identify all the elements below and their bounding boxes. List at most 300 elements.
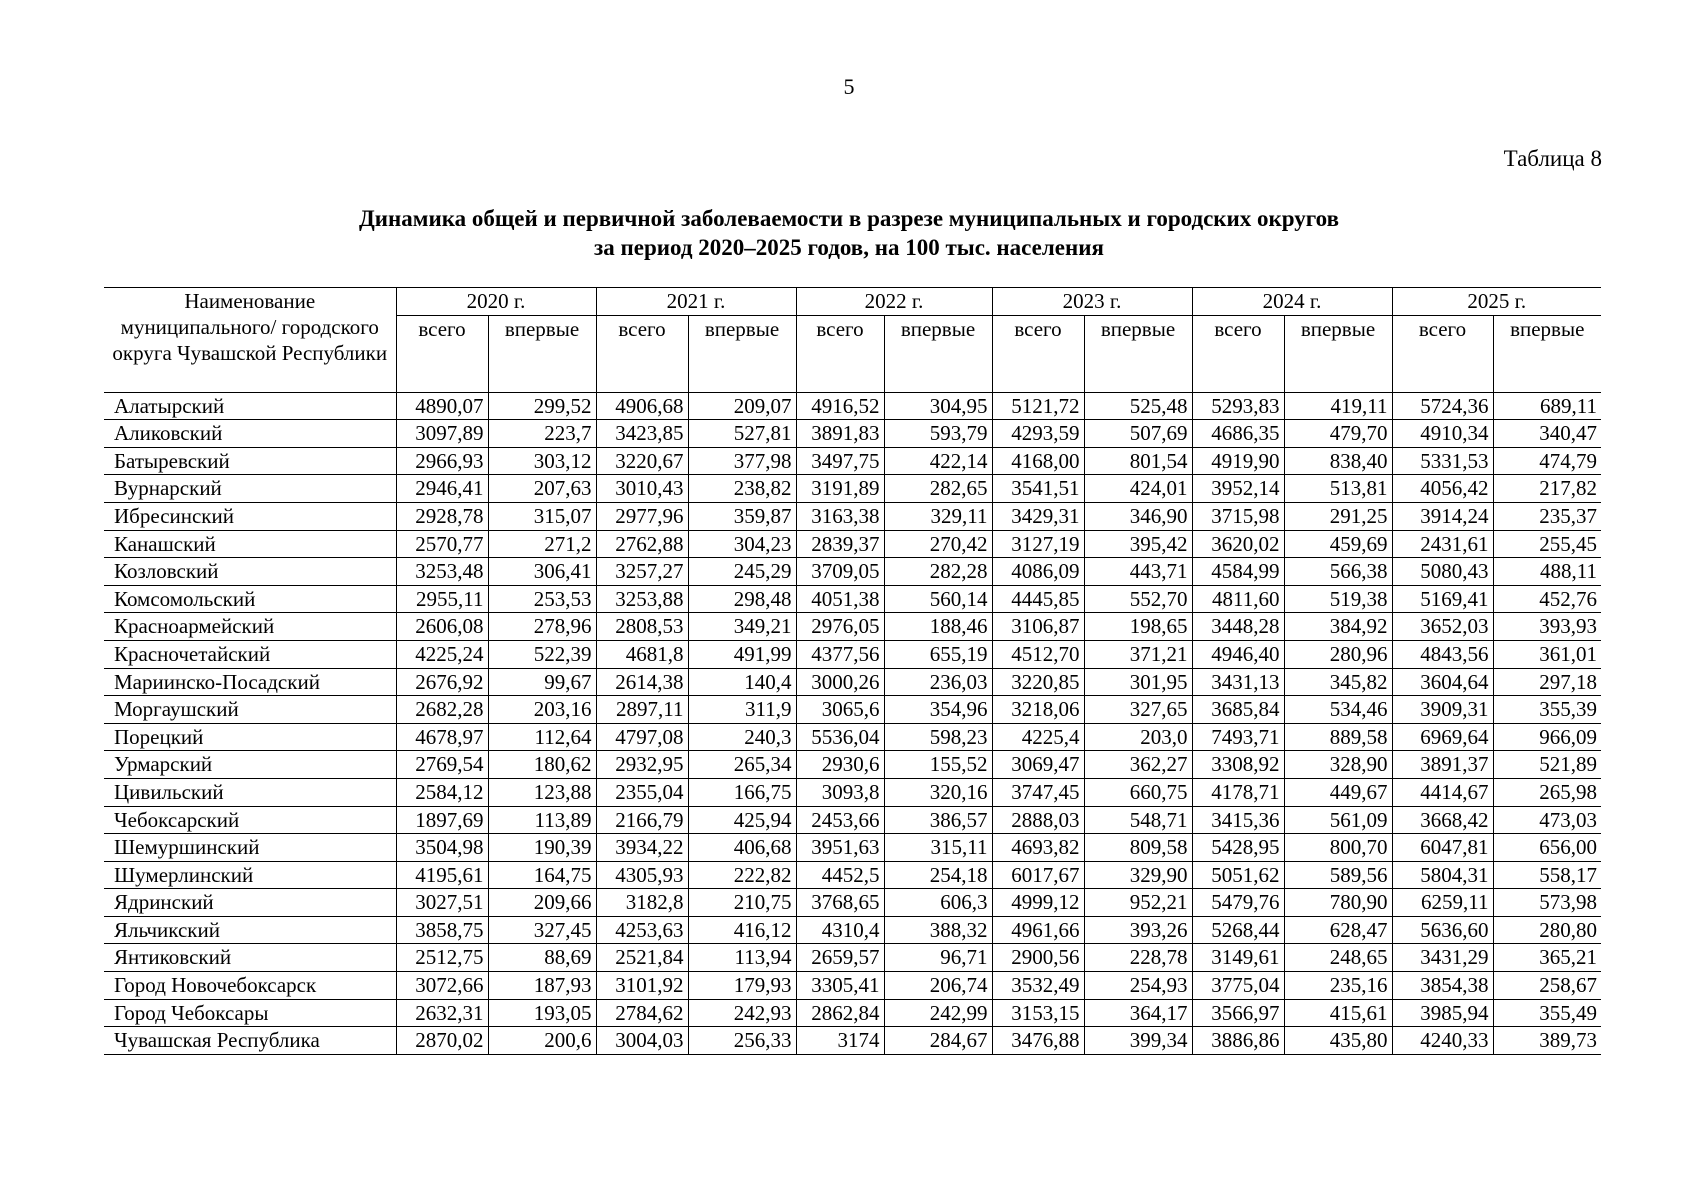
first-time-value-cell: 304,23 [688,530,796,558]
total-value-cell: 4681,8 [596,640,688,668]
first-time-value-cell: 389,73 [1493,1027,1601,1055]
total-value-cell: 3541,51 [992,475,1084,503]
total-value-cell: 2808,53 [596,613,688,641]
region-name-cell: Мариинско-Посадский [104,668,396,696]
total-value-cell: 2632,31 [396,999,488,1027]
region-name-cell: Город Новочебоксарск [104,972,396,1000]
first-time-value-cell: 349,21 [688,613,796,641]
first-time-value-cell: 491,99 [688,640,796,668]
total-value-cell: 3127,19 [992,530,1084,558]
total-value-cell: 2946,41 [396,475,488,503]
total-value-cell: 3909,31 [1392,696,1493,724]
first-time-value-cell: 315,11 [884,834,992,862]
first-time-value-cell: 473,03 [1493,806,1601,834]
first-time-value-cell: 513,81 [1284,475,1392,503]
first-time-value-cell: 265,98 [1493,778,1601,806]
first-time-value-cell: 254,93 [1084,972,1192,1000]
first-time-value-cell: 301,95 [1084,668,1192,696]
subheader-first: впервые [488,315,596,392]
total-value-cell: 4919,90 [1192,447,1284,475]
total-value-cell: 3476,88 [992,1027,1084,1055]
region-name-cell: Яльчикский [104,916,396,944]
table-label: Таблица 8 [1503,146,1602,171]
total-value-cell: 3253,48 [396,558,488,586]
first-time-value-cell: 364,17 [1084,999,1192,1027]
first-time-value-cell: 386,57 [884,806,992,834]
total-value-cell: 3620,02 [1192,530,1284,558]
total-value-cell: 2166,79 [596,806,688,834]
total-value-cell: 3106,87 [992,613,1084,641]
first-time-value-cell: 271,2 [488,530,596,558]
region-name-cell: Шемуршинский [104,834,396,862]
table-row [104,502,1601,530]
total-value-cell: 3566,97 [1192,999,1284,1027]
total-value-cell: 3305,41 [796,972,884,1000]
first-time-value-cell: 566,38 [1284,558,1392,586]
table-row [104,861,1601,889]
first-time-value-cell: 258,67 [1493,972,1601,1000]
table-row [104,392,1601,420]
subheader-total: всего [796,315,884,392]
table-row [104,916,1601,944]
total-value-cell: 3423,85 [596,420,688,448]
region-name-cell: Порецкий [104,723,396,751]
total-value-cell: 3891,83 [796,420,884,448]
total-value-cell: 4293,59 [992,420,1084,448]
total-value-cell: 4051,38 [796,585,884,613]
total-value-cell: 4414,67 [1392,778,1493,806]
region-name-cell: Шумерлинский [104,861,396,889]
first-time-value-cell: 507,69 [1084,420,1192,448]
total-value-cell: 4961,66 [992,916,1084,944]
subheader-total: всего [1392,315,1493,392]
first-time-value-cell: 399,34 [1084,1027,1192,1055]
first-time-value-cell: 179,93 [688,972,796,1000]
total-value-cell: 5293,83 [1192,392,1284,420]
first-time-value-cell: 284,67 [884,1027,992,1055]
title-line-2: за период 2020–2025 годов, на 100 тыс. населения [594,235,1104,260]
total-value-cell: 3069,47 [992,751,1084,779]
region-name-cell: Чувашская Республика [104,1027,396,1055]
first-time-value-cell: 365,21 [1493,944,1601,972]
region-name-cell: Ядринский [104,889,396,917]
table-row [104,1027,1601,1055]
first-time-value-cell: 235,16 [1284,972,1392,1000]
first-time-value-cell: 210,75 [688,889,796,917]
first-time-value-cell: 395,42 [1084,530,1192,558]
first-time-value-cell: 655,19 [884,640,992,668]
first-time-value-cell: 340,47 [1493,420,1601,448]
first-time-value-cell: 354,96 [884,696,992,724]
total-value-cell: 3709,05 [796,558,884,586]
first-time-value-cell: 388,32 [884,916,992,944]
first-time-value-cell: 254,18 [884,861,992,889]
region-name-cell: Канашский [104,530,396,558]
first-time-value-cell: 280,80 [1493,916,1601,944]
total-value-cell: 2888,03 [992,806,1084,834]
total-value-cell: 5331,53 [1392,447,1493,475]
first-time-value-cell: 203,16 [488,696,596,724]
table-row [104,475,1601,503]
total-value-cell: 3747,45 [992,778,1084,806]
first-time-value-cell: 415,61 [1284,999,1392,1027]
first-time-value-cell: 188,46 [884,613,992,641]
first-time-value-cell: 800,70 [1284,834,1392,862]
first-time-value-cell: 240,3 [688,723,796,751]
first-time-value-cell: 552,70 [1084,585,1192,613]
first-time-value-cell: 96,71 [884,944,992,972]
first-time-value-cell: 425,94 [688,806,796,834]
total-value-cell: 4512,70 [992,640,1084,668]
table-row [104,640,1601,668]
total-value-cell: 3985,94 [1392,999,1493,1027]
first-time-value-cell: 278,96 [488,613,596,641]
first-time-value-cell: 245,29 [688,558,796,586]
total-value-cell: 2512,75 [396,944,488,972]
region-name-cell: Цивильский [104,778,396,806]
first-time-value-cell: 256,33 [688,1027,796,1055]
total-value-cell: 2676,92 [396,668,488,696]
region-name-cell: Красночетайский [104,640,396,668]
first-time-value-cell: 522,39 [488,640,596,668]
total-value-cell: 3668,42 [1392,806,1493,834]
region-name-cell: Моргаушский [104,696,396,724]
total-value-cell: 6259,11 [1392,889,1493,917]
total-value-cell: 4890,07 [396,392,488,420]
first-time-value-cell: 809,58 [1084,834,1192,862]
total-value-cell: 2584,12 [396,778,488,806]
total-value-cell: 6969,64 [1392,723,1493,751]
year-header: 2020 г. [396,288,596,316]
first-time-value-cell: 525,48 [1084,392,1192,420]
total-value-cell: 5636,60 [1392,916,1493,944]
year-header: 2023 г. [992,288,1192,316]
first-time-value-cell: 298,48 [688,585,796,613]
first-time-value-cell: 223,7 [488,420,596,448]
table-row [104,751,1601,779]
region-name-cell: Ибресинский [104,502,396,530]
table-row [104,447,1601,475]
first-time-value-cell: 270,42 [884,530,992,558]
total-value-cell: 2570,77 [396,530,488,558]
year-header: 2024 г. [1192,288,1392,316]
first-time-value-cell: 393,26 [1084,916,1192,944]
total-value-cell: 1897,69 [396,806,488,834]
table-row [104,613,1601,641]
first-time-value-cell: 452,76 [1493,585,1601,613]
total-value-cell: 3308,92 [1192,751,1284,779]
first-time-value-cell: 371,21 [1084,640,1192,668]
table-row [104,696,1601,724]
total-value-cell: 3191,89 [796,475,884,503]
first-time-value-cell: 628,47 [1284,916,1392,944]
first-time-value-cell: 88,69 [488,944,596,972]
total-value-cell: 4452,5 [796,861,884,889]
table-row [104,420,1601,448]
table-row [104,585,1601,613]
total-value-cell: 4910,34 [1392,420,1493,448]
subheader-first: впервые [1284,315,1392,392]
first-time-value-cell: 589,56 [1284,861,1392,889]
total-value-cell: 2870,02 [396,1027,488,1055]
title-line-1: Динамика общей и первичной заболеваемости в разрезе муниципальных и городских округов [358,206,1340,231]
first-time-value-cell: 238,82 [688,475,796,503]
total-value-cell: 3685,84 [1192,696,1284,724]
total-value-cell: 3951,63 [796,834,884,862]
total-value-cell: 3775,04 [1192,972,1284,1000]
first-time-value-cell: 203,0 [1084,723,1192,751]
first-time-value-cell: 606,3 [884,889,992,917]
total-value-cell: 2900,56 [992,944,1084,972]
first-time-value-cell: 345,82 [1284,668,1392,696]
first-time-value-cell: 236,03 [884,668,992,696]
total-value-cell: 6017,67 [992,861,1084,889]
total-value-cell: 2932,95 [596,751,688,779]
table-row [104,889,1601,917]
first-time-value-cell: 443,71 [1084,558,1192,586]
first-time-value-cell: 488,11 [1493,558,1601,586]
total-value-cell: 4797,08 [596,723,688,751]
first-time-value-cell: 521,89 [1493,751,1601,779]
first-time-value-cell: 329,90 [1084,861,1192,889]
total-value-cell: 3174 [796,1027,884,1055]
region-name-cell: Вурнарский [104,475,396,503]
total-value-cell: 3257,27 [596,558,688,586]
first-time-value-cell: 140,4 [688,668,796,696]
total-value-cell: 4168,00 [992,447,1084,475]
first-time-value-cell: 435,80 [1284,1027,1392,1055]
table-row [104,558,1601,586]
total-value-cell: 3532,49 [992,972,1084,1000]
first-time-value-cell: 393,93 [1493,613,1601,641]
total-value-cell: 3504,98 [396,834,488,862]
total-value-cell: 5121,72 [992,392,1084,420]
first-time-value-cell: 228,78 [1084,944,1192,972]
first-time-value-cell: 362,27 [1084,751,1192,779]
total-value-cell: 4086,09 [992,558,1084,586]
first-time-value-cell: 166,75 [688,778,796,806]
first-time-value-cell: 190,39 [488,834,596,862]
total-value-cell: 4310,4 [796,916,884,944]
total-value-cell: 3891,37 [1392,751,1493,779]
total-value-cell: 4178,71 [1192,778,1284,806]
first-time-value-cell: 377,98 [688,447,796,475]
total-value-cell: 2769,54 [396,751,488,779]
total-value-cell: 3027,51 [396,889,488,917]
first-time-value-cell: 193,05 [488,999,596,1027]
first-time-value-cell: 242,99 [884,999,992,1027]
total-value-cell: 3097,89 [396,420,488,448]
total-value-cell: 5169,41 [1392,585,1493,613]
total-value-cell: 3149,61 [1192,944,1284,972]
first-time-value-cell: 474,79 [1493,447,1601,475]
first-time-value-cell: 449,67 [1284,778,1392,806]
year-header: 2022 г. [796,288,992,316]
first-time-value-cell: 689,11 [1493,392,1601,420]
first-time-value-cell: 253,53 [488,585,596,613]
total-value-cell: 2355,04 [596,778,688,806]
total-value-cell: 3065,6 [796,696,884,724]
table-row [104,944,1601,972]
first-time-value-cell: 304,95 [884,392,992,420]
first-time-value-cell: 113,89 [488,806,596,834]
table-body [104,392,1601,1054]
first-time-value-cell: 209,66 [488,889,596,917]
total-value-cell: 3101,92 [596,972,688,1000]
total-value-cell: 3163,38 [796,502,884,530]
first-time-value-cell: 328,90 [1284,751,1392,779]
total-value-cell: 4686,35 [1192,420,1284,448]
total-value-cell: 3004,03 [596,1027,688,1055]
page-number: 5 [843,74,855,99]
first-time-value-cell: 573,98 [1493,889,1601,917]
total-value-cell: 3415,36 [1192,806,1284,834]
first-time-value-cell: 207,63 [488,475,596,503]
region-name-cell: Красноармейский [104,613,396,641]
total-value-cell: 2784,62 [596,999,688,1027]
total-value-cell: 3220,85 [992,668,1084,696]
table-row [104,834,1601,862]
table-row [104,806,1601,834]
first-time-value-cell: 164,75 [488,861,596,889]
subheader-first: впервые [1084,315,1192,392]
subheader-total: всего [596,315,688,392]
region-name-cell: Комсомольский [104,585,396,613]
first-time-value-cell: 889,58 [1284,723,1392,751]
region-name-cell: Урмарский [104,751,396,779]
region-name-header: Наименование муниципального/ городского округа Чувашской Республики [104,288,396,393]
first-time-value-cell: 198,65 [1084,613,1192,641]
first-time-value-cell: 113,94 [688,944,796,972]
first-time-value-cell: 291,25 [1284,502,1392,530]
total-value-cell: 3854,38 [1392,972,1493,1000]
total-value-cell: 3220,67 [596,447,688,475]
first-time-value-cell: 780,90 [1284,889,1392,917]
first-time-value-cell: 548,71 [1084,806,1192,834]
total-value-cell: 3093,8 [796,778,884,806]
table-row [104,999,1601,1027]
first-time-value-cell: 838,40 [1284,447,1392,475]
total-value-cell: 3153,15 [992,999,1084,1027]
first-time-value-cell: 416,12 [688,916,796,944]
region-name-cell: Козловский [104,558,396,586]
first-time-value-cell: 422,14 [884,447,992,475]
first-time-value-cell: 206,74 [884,972,992,1000]
total-value-cell: 4225,24 [396,640,488,668]
first-time-value-cell: 359,87 [688,502,796,530]
first-time-value-cell: 656,00 [1493,834,1601,862]
total-value-cell: 3253,88 [596,585,688,613]
total-value-cell: 4240,33 [1392,1027,1493,1055]
subheader-first: впервые [884,315,992,392]
total-value-cell: 4305,93 [596,861,688,889]
first-time-value-cell: 311,9 [688,696,796,724]
total-value-cell: 3218,06 [992,696,1084,724]
total-value-cell: 3768,65 [796,889,884,917]
first-time-value-cell: 459,69 [1284,530,1392,558]
first-time-value-cell: 242,93 [688,999,796,1027]
first-time-value-cell: 361,01 [1493,640,1601,668]
region-name-cell: Алатырский [104,392,396,420]
total-value-cell: 4678,97 [396,723,488,751]
first-time-value-cell: 209,07 [688,392,796,420]
table-row [104,668,1601,696]
total-value-cell: 4195,61 [396,861,488,889]
total-value-cell: 4843,56 [1392,640,1493,668]
total-value-cell: 3604,64 [1392,668,1493,696]
total-value-cell: 5536,04 [796,723,884,751]
first-time-value-cell: 222,82 [688,861,796,889]
first-time-value-cell: 282,28 [884,558,992,586]
first-time-value-cell: 558,17 [1493,861,1601,889]
total-value-cell: 4999,12 [992,889,1084,917]
total-value-cell: 4056,42 [1392,475,1493,503]
total-value-cell: 3652,03 [1392,613,1493,641]
first-time-value-cell: 329,11 [884,502,992,530]
total-value-cell: 2976,05 [796,613,884,641]
total-value-cell: 4253,63 [596,916,688,944]
total-value-cell: 4906,68 [596,392,688,420]
total-value-cell: 2928,78 [396,502,488,530]
total-value-cell: 5479,76 [1192,889,1284,917]
first-time-value-cell: 801,54 [1084,447,1192,475]
first-time-value-cell: 424,01 [1084,475,1192,503]
total-value-cell: 2955,11 [396,585,488,613]
first-time-value-cell: 519,38 [1284,585,1392,613]
first-time-value-cell: 419,11 [1284,392,1392,420]
subheader-first: впервые [688,315,796,392]
first-time-value-cell: 479,70 [1284,420,1392,448]
first-time-value-cell: 327,45 [488,916,596,944]
table-row [104,778,1601,806]
total-value-cell: 5051,62 [1192,861,1284,889]
first-time-value-cell: 180,62 [488,751,596,779]
first-time-value-cell: 282,65 [884,475,992,503]
total-value-cell: 3858,75 [396,916,488,944]
first-time-value-cell: 598,23 [884,723,992,751]
first-time-value-cell: 248,65 [1284,944,1392,972]
total-value-cell: 3431,13 [1192,668,1284,696]
subheader-first: впервые [1493,315,1601,392]
region-name-cell: Батыревский [104,447,396,475]
first-time-value-cell: 99,67 [488,668,596,696]
total-value-cell: 4445,85 [992,585,1084,613]
first-time-value-cell: 384,92 [1284,613,1392,641]
first-time-value-cell: 217,82 [1493,475,1601,503]
subheader-total: всего [992,315,1084,392]
first-time-value-cell: 297,18 [1493,668,1601,696]
total-value-cell: 4916,52 [796,392,884,420]
first-time-value-cell: 155,52 [884,751,992,779]
total-value-cell: 3072,66 [396,972,488,1000]
first-time-value-cell: 355,39 [1493,696,1601,724]
total-value-cell: 2862,84 [796,999,884,1027]
table-row [104,972,1601,1000]
first-time-value-cell: 255,45 [1493,530,1601,558]
total-value-cell: 2521,84 [596,944,688,972]
total-value-cell: 4946,40 [1192,640,1284,668]
first-time-value-cell: 327,65 [1084,696,1192,724]
total-value-cell: 2839,37 [796,530,884,558]
total-value-cell: 3934,22 [596,834,688,862]
first-time-value-cell: 306,41 [488,558,596,586]
total-value-cell: 7493,71 [1192,723,1284,751]
first-time-value-cell: 593,79 [884,420,992,448]
total-value-cell: 4811,60 [1192,585,1284,613]
first-time-value-cell: 952,21 [1084,889,1192,917]
first-time-value-cell: 527,81 [688,420,796,448]
total-value-cell: 2977,96 [596,502,688,530]
